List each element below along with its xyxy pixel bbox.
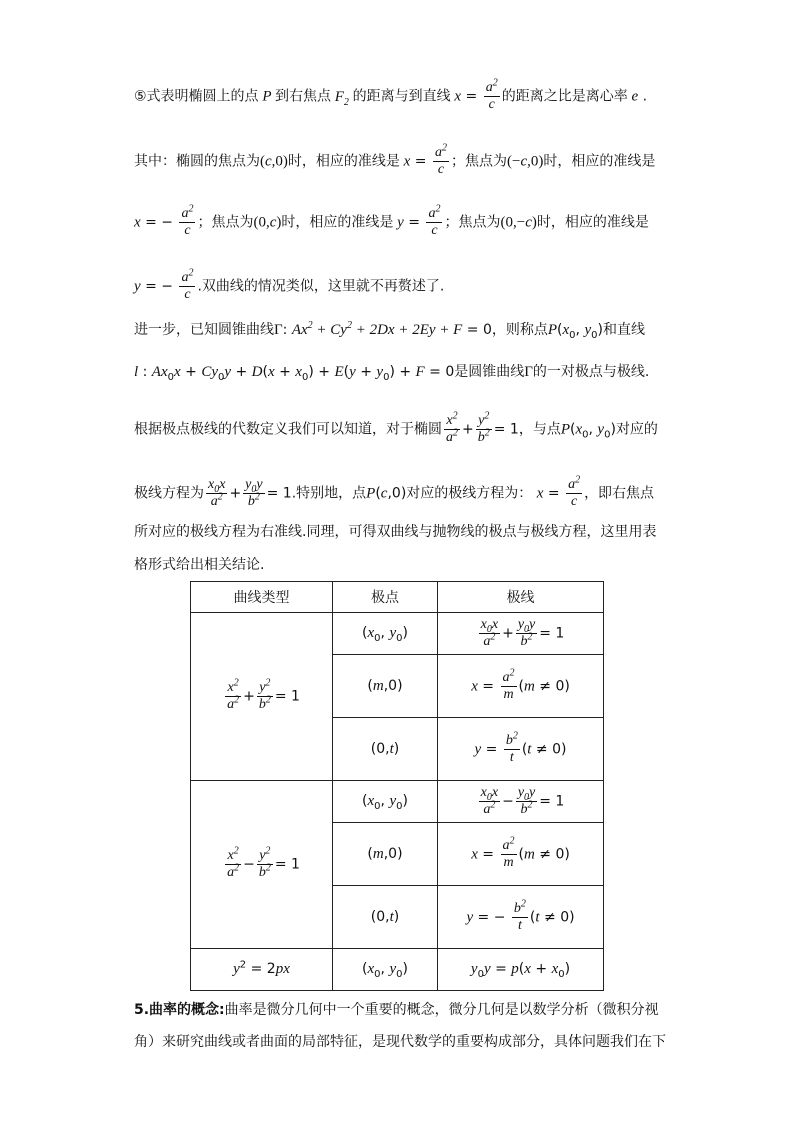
text: 时，相应的准线是 <box>287 153 400 170</box>
text: 和直线 <box>602 322 645 338</box>
text: 时，相应的准线是 <box>536 214 649 231</box>
text: 极线方程为 <box>134 485 204 502</box>
hyperbola-equation: $\frac{x^2}{a^2}$ − $\frac{y^2}{b^2}$ = 1 <box>191 781 333 949</box>
text: 对应的 <box>615 421 658 438</box>
text: .特别地，点 <box>291 485 367 502</box>
polar-cell: y = $\frac{b^2}{t}$ (t ≠ 0) <box>438 718 604 781</box>
text: 的距离与到直线 <box>352 88 451 105</box>
text: ，则称点 <box>491 322 548 338</box>
pole-cell: (m,0) <box>333 655 438 718</box>
paragraph-9: 所对应的极线方程为右准线.同理，可得双曲线与抛物线的极点与极线方程，这里用表 <box>134 524 657 540</box>
paragraph-5: 进一步，已知圆锥曲线Γ: $Ax^2 + Cy^2 + 2Dx + 2Ey + F = 0$，则称点$P(x_0$, $y_0$)和直线 <box>134 320 645 341</box>
parabola-equation: $y^2 = 2px$ <box>191 949 333 991</box>
text: ；焦点为 <box>197 214 254 231</box>
paragraph-6: l : $Ax_0x + Cy_0y + D(x + x_0) + E(y + y_0) + F = 0$是圆锥曲线Γ的一对极点与极线. <box>134 364 650 383</box>
paragraph-8: 极线方程为 $\frac{x_0x}{a^2}$ + $\frac{y_0y}{b^2}$ = 1.特别地，点P(c,0)对应的极线方程为： x = $\frac{a^2}{c}$ ，即右焦点 <box>134 474 655 509</box>
paragraph-12: 角）来研究曲线或者曲面的局部特征，是现代数学的重要构成部分，具体问题我们在下 <box>134 1034 666 1050</box>
header-pole: 极点 <box>333 582 438 613</box>
text: 其中：椭圆的焦点为 <box>134 153 260 170</box>
paragraph-11 <box>134 1000 659 1020</box>
text: 时，相应的准线是 <box>543 153 656 170</box>
text: 到右焦点 <box>274 88 331 105</box>
header-curve-type: 曲线类型 <box>191 582 333 613</box>
text: 曲率是微分几何中一个重要的概念，微分几何是以数学分析（微积分视 <box>224 1002 659 1018</box>
paragraph-2: 其中：椭圆的焦点为(c,0)时，相应的准线是 x = $\frac{a^2}{c}$ ；焦点为(−c,0)时，相应的准线是 <box>134 142 656 177</box>
header-polar: 极线 <box>438 582 604 613</box>
text: 根据极点极线的代数定义我们可以知道，对于椭圆 <box>134 421 442 438</box>
paragraph-10: 格形式给出相关结论. <box>134 557 265 573</box>
section-title: 5.曲率的概念: <box>134 1002 225 1018</box>
text: ；焦点为 <box>450 153 507 170</box>
text: 的距离之比是离心率 <box>501 88 628 105</box>
text: 对应的极线方程为： <box>406 485 533 502</box>
paragraph-7: 根据极点极线的代数定义我们可以知道，对于椭圆 $\frac{x^2}{a^2}$ + $\frac{y^2}{b^2}$ = 1，与点$P(x_0$, $y_0$)对应的 <box>134 410 658 445</box>
text: 是圆锥曲线 <box>454 364 525 380</box>
polar-cell: $y_0y = p(x + x_0)$ <box>438 949 604 991</box>
text: 进一步，已知圆锥曲线 <box>134 322 274 338</box>
pole-cell: (m,0) <box>333 823 438 886</box>
pole-polar-table <box>190 581 604 991</box>
polar-cell: x = $\frac{a^2}{m}$ (m ≠ 0) <box>438 655 604 718</box>
text: .双曲线的情况类似，这里就不再赘述了. <box>197 278 445 295</box>
polar-cell: x = $\frac{a^2}{m}$ (m ≠ 0) <box>438 823 604 886</box>
pole-cell: ($x_0$, $y_0$) <box>333 781 438 823</box>
text: ⑤式表明椭圆上的点 <box>134 88 259 105</box>
pole-cell: ($x_0$, $y_0$) <box>333 949 438 991</box>
text: 时，相应的准线是 <box>281 214 394 231</box>
text: ，与点 <box>518 421 561 438</box>
paragraph-4: y = − $\frac{a^2}{c}$ .双曲线的情况类似，这里就不再赘述了. <box>134 267 445 302</box>
ellipse-equation: $\frac{x^2}{a^2}$ + $\frac{y^2}{b^2}$ = 1 <box>191 613 333 781</box>
text: ，即右焦点 <box>584 485 655 502</box>
polar-cell: $\frac{x_0x}{a^2}$ + $\frac{y_0y}{b^2}$ = 1 <box>438 613 604 655</box>
polar-cell: $\frac{x_0x}{a^2}$ − $\frac{y_0y}{b^2}$ = 1 <box>438 781 604 823</box>
paragraph-1: ⑤式表明椭圆上的点 P 到右焦点 $F_2$ 的距离与到直线 x = $\frac{a^2}{c}$ 的距离之比是离心率 e . <box>134 77 648 112</box>
pole-cell: ($x_0$, $y_0$) <box>333 613 438 655</box>
pole-cell: (0,t) <box>333 886 438 949</box>
text: 的一对极点与极线. <box>532 364 650 380</box>
polar-cell: y = − $\frac{b^2}{t}$ (t ≠ 0) <box>438 886 604 949</box>
text: ；焦点为 <box>444 214 501 231</box>
paragraph-3: x = − $\frac{a^2}{c}$ ；焦点为(0,c)时，相应的准线是 y = $\frac{a^2}{c}$ ；焦点为(0,−c)时，相应的准线是 <box>134 203 649 238</box>
pole-cell: (0,t) <box>333 718 438 781</box>
